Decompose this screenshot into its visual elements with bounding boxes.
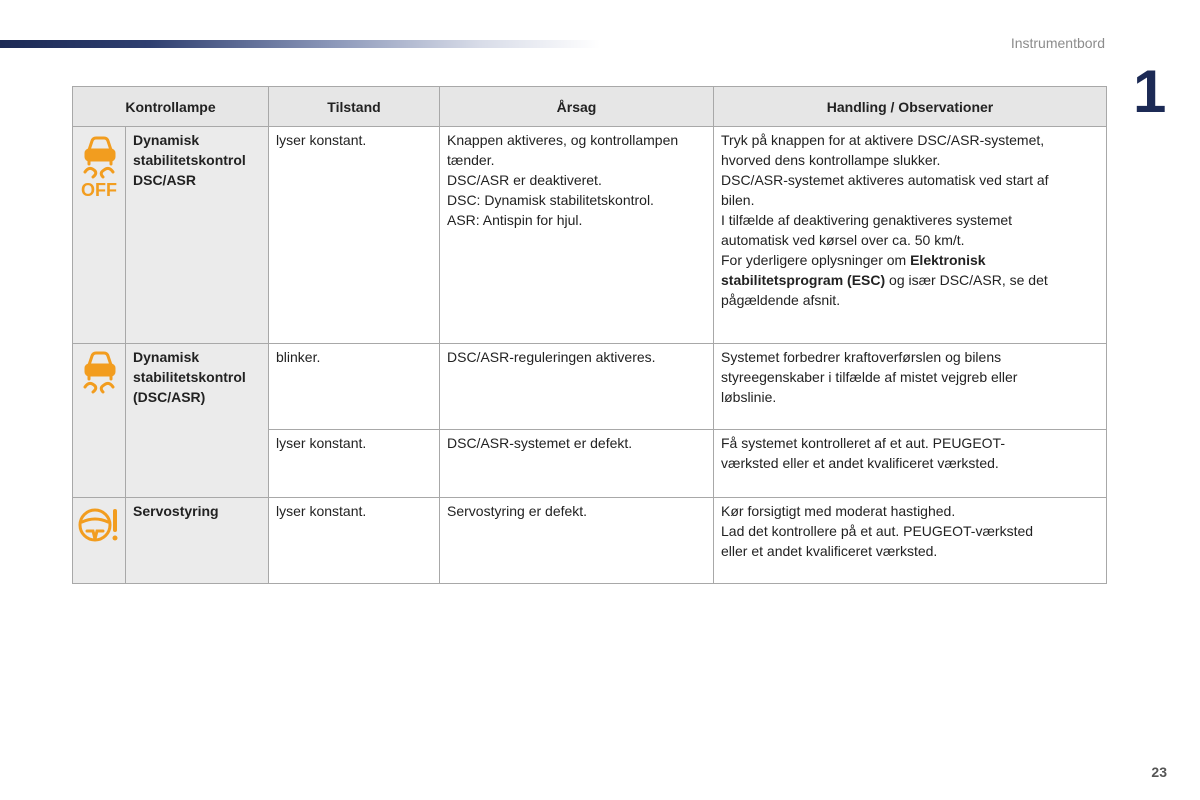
lamp-name: Dynamisk stabilitetskontrol DSC/ASR xyxy=(126,127,269,344)
page-number: 23 xyxy=(1151,764,1167,780)
dsc-icon xyxy=(79,349,119,395)
table-row xyxy=(73,498,1107,584)
table-row xyxy=(73,127,1107,344)
lamp-state: lyser konstant. xyxy=(269,498,440,584)
svg-text:OFF: OFF xyxy=(81,180,117,200)
header-gradient-bar xyxy=(0,40,600,48)
lamp-icon-cell xyxy=(73,498,126,584)
lamp-action: Få systemet kontrolleret af et aut. PEUGEOT- værksted eller et andet kvalificeret værksted. xyxy=(714,430,1107,498)
lamp-action: Tryk på knappen for at aktivere DSC/ASR-systemet, hvorved dens kontrollampe slukker. DSC/ASR-systemet aktiveres automatisk ved start af bilen. I tilfælde af deaktivering genaktiveres systemet automatisk ved kørsel over ca. 50 km/t. For yderligere oplysninger om Elektronisk stabilitetsprogram (ESC) og især DSC/ASR, se det pågældende afsnit. xyxy=(714,127,1107,344)
lamp-name: Servostyring xyxy=(126,498,269,584)
lamp-cause: Servostyring er defekt. xyxy=(440,498,714,584)
header-state: Tilstand xyxy=(269,87,440,127)
lamp-cause: Knappen aktiveres, og kontrollampen tænder. DSC/ASR er deaktiveret. DSC: Dynamisk stabilitetskontrol. ASR: Antispin for hjul. xyxy=(440,127,714,344)
table-row xyxy=(73,344,1107,430)
header-cause: Årsag xyxy=(440,87,714,127)
lamp-cause: DSC/ASR-systemet er defekt. xyxy=(440,430,714,498)
lamp-action: Kør forsigtigt med moderat hastighed. Lad det kontrollere på et aut. PEUGEOT-værksted eller et andet kvalificeret værksted. xyxy=(714,498,1107,584)
lamp-cause: DSC/ASR-reguleringen aktiveres. xyxy=(440,344,714,430)
lamp-state: lyser konstant. xyxy=(269,127,440,344)
table-header-row xyxy=(73,87,1107,127)
lamp-action: Systemet forbedrer kraftoverførslen og bilens styreegenskaber i tilfælde af mistet vejgreb eller løbslinie. xyxy=(714,344,1107,430)
lamp-icon-cell xyxy=(73,127,126,344)
section-title: Instrumentbord xyxy=(1010,35,1105,51)
header-lamp: Kontrollampe xyxy=(73,87,269,127)
chapter-number: 1 xyxy=(1133,58,1167,125)
lamp-name: Dynamisk stabilitetskontrol (DSC/ASR) xyxy=(126,344,269,498)
dsc-off-icon xyxy=(79,132,119,200)
lamp-state: lyser konstant. xyxy=(269,430,440,498)
lamp-icon-cell xyxy=(73,344,126,498)
header-action: Handling / Observationer xyxy=(714,87,1107,127)
warning-lamp-table xyxy=(72,86,1107,584)
lamp-state: blinker. xyxy=(269,344,440,430)
power-steering-warning-icon xyxy=(77,503,121,547)
